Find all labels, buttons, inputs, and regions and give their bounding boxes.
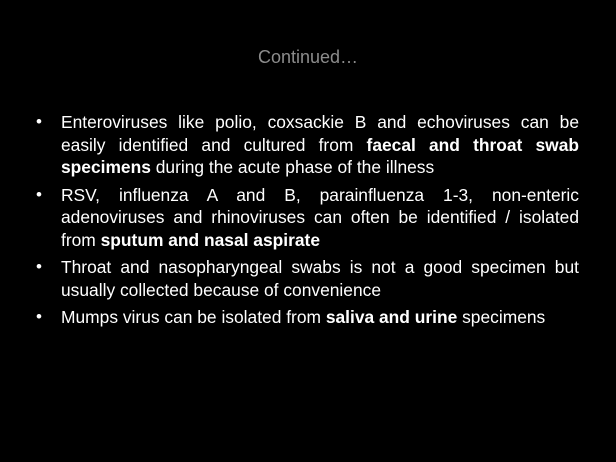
slide-title: Continued… <box>257 47 359 67</box>
bullet-text: Enteroviruses like polio, coxsackie B and echoviruses can be easily identified and cultured from <box>61 112 579 155</box>
bullet-text: RSV, influenza A and B, parainfluenza 1-3, non-enteric adenoviruses and rhinoviruses can often be identified / isolated from <box>61 184 579 250</box>
bullet-text: Mumps virus can be isolated from <box>61 307 326 327</box>
bullet-emphasis: sputum and nasal aspirate <box>100 229 321 250</box>
bullet-text: specimens <box>457 307 546 327</box>
bullet-list <box>36 111 579 334</box>
bullet-emphasis: faecal and throat swab specimens <box>61 134 579 177</box>
bullet-item-respiratory-viruses <box>36 184 579 252</box>
bullet-item-enteroviruses <box>36 111 579 179</box>
bullet-item-mumps <box>36 306 579 329</box>
bullet-item-throat-swabs <box>36 256 579 301</box>
bullet-glyph-icon: • <box>36 307 42 326</box>
bullet-glyph-icon: • <box>36 112 42 131</box>
bullet-glyph-icon: • <box>36 257 42 276</box>
bullet-text: Throat and nasopharyngeal swabs is not a good specimen but usually collected because of convenience <box>61 257 579 300</box>
bullet-glyph-icon: • <box>36 184 42 204</box>
bullet-text: during the acute phase of the illness <box>150 157 435 177</box>
bullet-emphasis: saliva and urine <box>325 307 458 327</box>
